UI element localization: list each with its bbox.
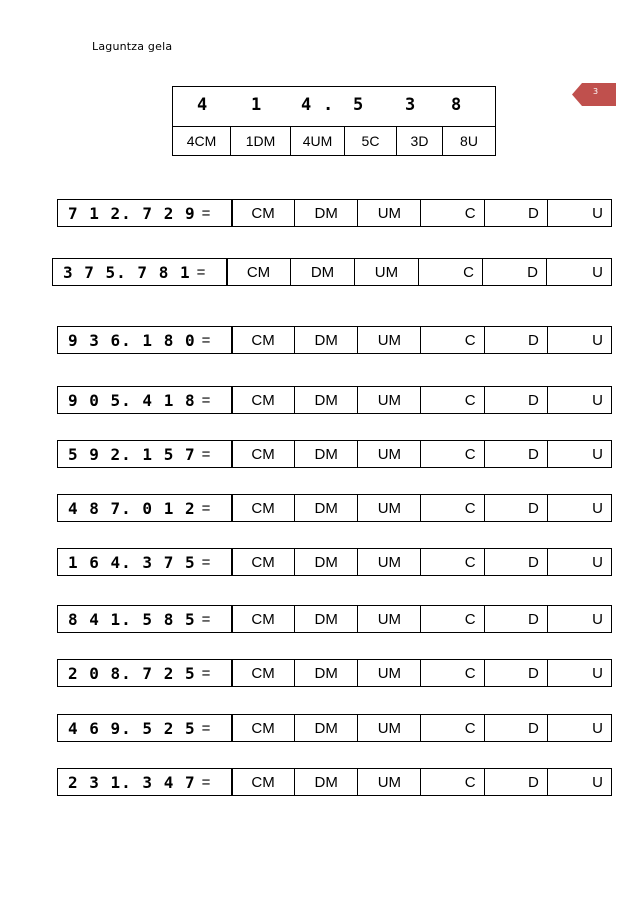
place-value-grid[interactable]: [231, 494, 612, 522]
place-cell-d[interactable]: D: [485, 606, 548, 632]
place-cell-c[interactable]: C: [421, 327, 484, 353]
place-cell-um[interactable]: UM: [358, 327, 421, 353]
exercise-row: [0, 768, 638, 798]
example-digit: .: [323, 95, 334, 115]
place-cell-cm[interactable]: CM: [227, 259, 291, 285]
place-value-grid[interactable]: [231, 386, 612, 414]
place-cell-dm[interactable]: DM: [295, 606, 358, 632]
place-cell-dm[interactable]: DM: [295, 441, 358, 467]
place-value-grid[interactable]: [231, 605, 612, 633]
place-cell-c[interactable]: C: [421, 606, 484, 632]
equals-sign: =: [201, 610, 211, 628]
exercise-number: 1 6 4. 3 7 5: [68, 552, 196, 572]
place-cell-d[interactable]: D: [485, 441, 548, 467]
place-cell-um[interactable]: UM: [358, 549, 421, 575]
equals-sign: =: [201, 719, 211, 737]
place-cell-d[interactable]: D: [485, 660, 548, 686]
equals-sign: =: [201, 664, 211, 682]
equals-sign: =: [201, 553, 211, 571]
place-cell-dm[interactable]: DM: [295, 549, 358, 575]
place-cell-dm[interactable]: DM: [295, 200, 358, 226]
place-value-grid[interactable]: [231, 199, 612, 227]
example-label: 4UM: [291, 127, 345, 155]
exercise-number: 4 8 7. 0 1 2: [68, 498, 196, 518]
place-cell-dm[interactable]: DM: [295, 769, 358, 795]
place-cell-u[interactable]: U: [592, 204, 603, 222]
exercise-number-box: [57, 326, 233, 354]
place-cell-c[interactable]: C: [421, 549, 484, 575]
example-label: 3D: [397, 127, 443, 155]
exercise-row: [0, 199, 638, 229]
place-cell-d[interactable]: D: [485, 387, 548, 413]
exercise-number-box: [57, 659, 233, 687]
equals-sign: =: [201, 331, 211, 349]
place-cell-cm[interactable]: CM: [232, 549, 295, 575]
place-cell-c[interactable]: C: [421, 660, 484, 686]
example-label: 5C: [345, 127, 397, 155]
exercise-row: [0, 258, 638, 288]
equals-sign: =: [201, 204, 211, 222]
place-cell-cm[interactable]: CM: [232, 495, 295, 521]
place-cell-c[interactable]: C: [421, 769, 484, 795]
place-cell-d[interactable]: D: [485, 769, 548, 795]
example-digit: 4: [197, 95, 208, 115]
exercise-row: [0, 605, 638, 635]
equals-sign: =: [201, 499, 211, 517]
place-cell-cm[interactable]: CM: [232, 606, 295, 632]
place-cell-d[interactable]: D: [485, 495, 548, 521]
place-cell-cm[interactable]: CM: [232, 327, 295, 353]
place-cell-dm[interactable]: DM: [295, 327, 358, 353]
example-digits: [173, 87, 495, 127]
place-cell-u[interactable]: U: [592, 610, 603, 628]
place-cell-um[interactable]: UM: [358, 200, 421, 226]
exercise-number: 9 3 6. 1 8 0: [68, 330, 196, 350]
page-header: Laguntza gela: [92, 40, 173, 53]
place-cell-cm[interactable]: CM: [232, 715, 295, 741]
place-value-grid[interactable]: [226, 258, 612, 286]
exercise-row: [0, 659, 638, 689]
place-cell-u[interactable]: U: [592, 719, 603, 737]
place-cell-um[interactable]: UM: [358, 769, 421, 795]
exercise-number-box: [57, 199, 233, 227]
example-label: 8U: [460, 133, 478, 149]
place-cell-d[interactable]: D: [485, 200, 548, 226]
page-number: 3: [593, 87, 599, 96]
place-value-grid[interactable]: [231, 548, 612, 576]
place-cell-u[interactable]: U: [592, 499, 603, 517]
place-cell-u[interactable]: U: [592, 391, 603, 409]
exercise-row: [0, 714, 638, 744]
exercise-row: [0, 494, 638, 524]
place-cell-d[interactable]: D: [485, 715, 548, 741]
place-cell-cm[interactable]: CM: [232, 387, 295, 413]
exercise-number-box: [57, 386, 233, 414]
place-cell-c[interactable]: C: [421, 715, 484, 741]
place-cell-um[interactable]: UM: [355, 259, 419, 285]
place-cell-um[interactable]: UM: [358, 715, 421, 741]
place-cell-cm[interactable]: CM: [232, 769, 295, 795]
example-digit: 1: [251, 95, 262, 115]
equals-sign: =: [201, 773, 211, 791]
exercise-number: 4 6 9. 5 2 5: [68, 718, 196, 738]
example-digit: 5: [353, 95, 364, 115]
place-cell-dm[interactable]: DM: [295, 660, 358, 686]
example-label: 4CM: [173, 127, 231, 155]
exercise-number-box: [57, 494, 233, 522]
place-cell-c[interactable]: C: [421, 387, 484, 413]
place-cell-c[interactable]: C: [421, 495, 484, 521]
place-cell-dm[interactable]: DM: [295, 715, 358, 741]
exercise-row: [0, 326, 638, 356]
exercise-number: 3 7 5. 7 8 1: [63, 262, 191, 282]
exercise-number-box: [57, 440, 233, 468]
place-value-grid[interactable]: [231, 440, 612, 468]
place-cell-u[interactable]: U: [592, 263, 603, 281]
example-labels: [173, 127, 495, 155]
place-cell-um[interactable]: UM: [358, 660, 421, 686]
exercise-number-box: [57, 768, 233, 796]
place-cell-cm[interactable]: CM: [232, 660, 295, 686]
place-cell-d[interactable]: D: [485, 327, 548, 353]
exercise-number-box: [57, 605, 233, 633]
place-cell-u[interactable]: U: [592, 664, 603, 682]
place-cell-u[interactable]: U: [592, 331, 603, 349]
exercise-number: 5 9 2. 1 5 7: [68, 444, 196, 464]
place-cell-dm[interactable]: DM: [291, 259, 355, 285]
exercise-number-box: [57, 714, 233, 742]
place-cell-cm[interactable]: CM: [232, 441, 295, 467]
place-cell-dm[interactable]: DM: [295, 495, 358, 521]
place-cell-cm[interactable]: CM: [232, 200, 295, 226]
place-cell-c[interactable]: C: [421, 200, 484, 226]
place-cell-u[interactable]: U: [592, 773, 603, 791]
place-cell-d[interactable]: D: [483, 259, 547, 285]
place-cell-c[interactable]: C: [419, 259, 483, 285]
exercise-number: 7 1 2. 7 2 9: [68, 203, 196, 223]
exercise-row: [0, 386, 638, 416]
example-digit: 3: [405, 95, 416, 115]
place-cell-d[interactable]: D: [485, 549, 548, 575]
example-box: [172, 86, 496, 156]
exercise-number: 2 0 8. 7 2 5: [68, 663, 196, 683]
example-digit: 4: [301, 95, 312, 115]
place-cell-u[interactable]: U: [592, 445, 603, 463]
exercise-number-box: [52, 258, 228, 286]
place-cell-c[interactable]: C: [421, 441, 484, 467]
example-digit: 8: [451, 95, 462, 115]
equals-sign: =: [201, 445, 211, 463]
place-cell-um[interactable]: UM: [358, 387, 421, 413]
exercise-number: 9 0 5. 4 1 8: [68, 390, 196, 410]
equals-sign: =: [201, 391, 211, 409]
place-value-grid[interactable]: [231, 768, 612, 796]
place-cell-u[interactable]: U: [592, 553, 603, 571]
exercise-number: 8 4 1. 5 8 5: [68, 609, 196, 629]
place-value-grid[interactable]: [231, 659, 612, 687]
exercise-row: [0, 548, 638, 578]
place-cell-um[interactable]: UM: [358, 441, 421, 467]
exercise-number-box: [57, 548, 233, 576]
place-cell-um[interactable]: UM: [358, 495, 421, 521]
exercise-row: [0, 440, 638, 470]
equals-sign: =: [196, 263, 206, 281]
exercise-number: 2 3 1. 3 4 7: [68, 772, 196, 792]
place-cell-um[interactable]: UM: [358, 606, 421, 632]
example-label: 1DM: [231, 127, 291, 155]
place-cell-dm[interactable]: DM: [295, 387, 358, 413]
place-value-grid[interactable]: [231, 326, 612, 354]
place-value-grid[interactable]: [231, 714, 612, 742]
